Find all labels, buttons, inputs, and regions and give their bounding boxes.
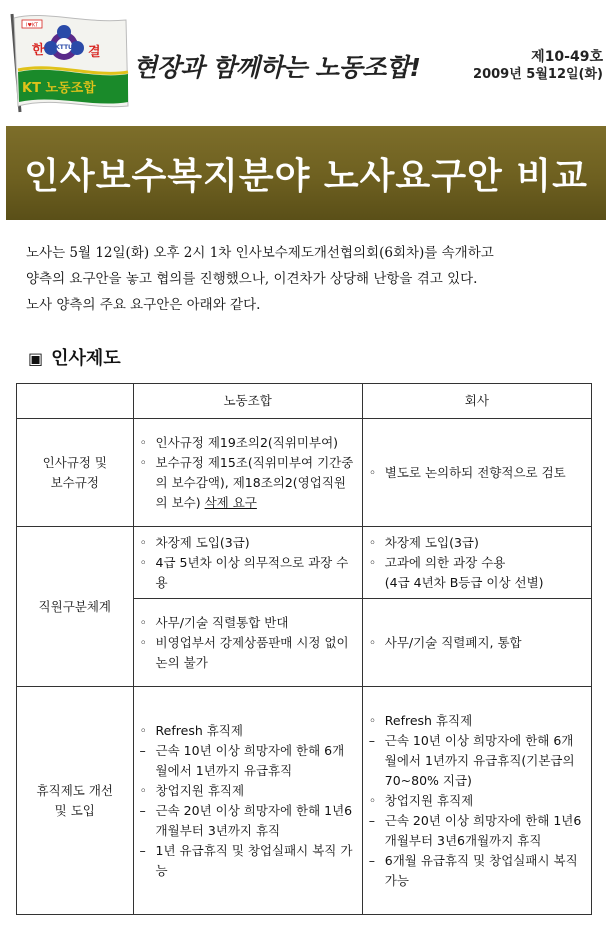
company-cell	[362, 527, 591, 599]
list-item: ◦ Refresh 휴직제	[139, 722, 243, 738]
table-header-row	[17, 384, 592, 419]
list-item: – 근속 20년 이상 희망자에 한해 1년6개월부터 3년까지 휴직	[139, 802, 353, 838]
square-bullet-icon: ▣	[28, 349, 44, 368]
section-title-text: 인사제도	[51, 348, 121, 369]
newsletter-header	[0, 0, 611, 122]
svg-text:KTTU: KTTU	[55, 44, 73, 51]
list-item: ◦ 별도로 논의하되 전향적으로 검토	[368, 464, 566, 480]
company-cell	[362, 419, 591, 527]
list-item: ◦ 차장제 도입(3급)	[139, 534, 250, 550]
list-item: ◦ Refresh 휴직제	[368, 712, 473, 728]
intro-line: 노사는 5월 12일(화) 오후 2시 1차 인사보수제도개선협의회(6회차)를 속개하고	[26, 245, 494, 261]
union-cell	[133, 419, 362, 527]
comparison-table	[16, 383, 592, 915]
header-company: 회사	[362, 384, 591, 419]
list-item: ◦ 차장제 도입(3급)	[368, 534, 479, 550]
category-cell: 직원구분체계	[17, 527, 134, 687]
list-item: (4급 4년차 B등급 이상 선별)	[384, 574, 544, 590]
union-cell	[133, 599, 362, 687]
list-item: ◦ 사무/기술 직렬폐지, 통합	[368, 634, 522, 650]
list-item: ◦ 창업지원 휴직제	[368, 792, 474, 808]
list-item: ◦ 인사규정 제19조의2(직위미부여)	[139, 434, 339, 450]
svg-text:KT 노동조합: KT 노동조합	[22, 81, 96, 96]
svg-text:I♥KT: I♥KT	[26, 22, 38, 29]
table-row	[17, 419, 592, 527]
title-banner: 인사보수복지분야 노사요구안 비교	[6, 126, 606, 220]
intro-line: 노사 양측의 주요 요구안은 아래와 같다.	[26, 297, 261, 313]
list-item: – 근속 10년 이상 희망자에 한해 6개월에서 1년까지 유급휴직(기본급의 70~80% 지급)	[368, 732, 575, 788]
underlined-text: 삭제 요구	[204, 494, 257, 510]
intro-line: 양측의 요구안을 놓고 협의를 진행했으나, 이견차가 상당해 난항을 겪고 있다.	[26, 271, 478, 287]
newsletter-slogan: 현장과 함께하는 노동조합!	[133, 53, 421, 82]
header-blank-cell	[17, 384, 134, 419]
issue-info	[473, 48, 603, 84]
svg-text:결: 결	[88, 45, 101, 60]
list-item: – 1년 유급휴직 및 창업실패시 복직 가능	[139, 842, 353, 878]
union-cell	[133, 527, 362, 599]
category-cell: 휴직제도 개선 및 도입	[17, 687, 134, 915]
issue-number: 제10-49호	[531, 49, 603, 65]
svg-text:한: 한	[32, 43, 45, 58]
company-cell	[362, 687, 591, 915]
list-item: ◦ 4급 5년차 이상 의무적으로 과장 수용	[139, 554, 349, 590]
header-union: 노동조합	[133, 384, 362, 419]
company-cell	[362, 599, 591, 687]
list-item: – 6개월 유급휴직 및 창업실패시 복직 가능	[368, 852, 578, 888]
list-item: ◦ 보수규정 제15조(직위미부여 기간중의 보수감액), 제18조의2(영업직원의 보수) 삭제 요구	[139, 454, 354, 510]
list-item: ◦ 비영업부서 강제상품판매 시정 없이 논의 불가	[139, 634, 349, 670]
category-cell: 인사규정 및 보수규정	[17, 419, 134, 527]
table-row	[17, 527, 592, 599]
section-heading	[28, 344, 121, 370]
issue-date: 2009년 5월12일(화)	[473, 67, 603, 82]
union-flag-logo	[4, 10, 130, 114]
table-row	[17, 687, 592, 915]
list-item: ◦ 사무/기술 직렬통합 반대	[139, 614, 289, 630]
union-cell	[133, 687, 362, 915]
list-item: – 근속 10년 이상 희망자에 한해 6개월에서 1년까지 유급휴직	[139, 742, 345, 778]
list-item: ◦ 창업지원 휴직제	[139, 782, 245, 798]
intro-paragraph	[26, 240, 592, 318]
list-item: ◦ 고과에 의한 과장 수용	[368, 554, 506, 570]
list-item: – 근속 20년 이상 희망자에 한해 1년6개월부터 3년6개월까지 휴직	[368, 812, 582, 848]
